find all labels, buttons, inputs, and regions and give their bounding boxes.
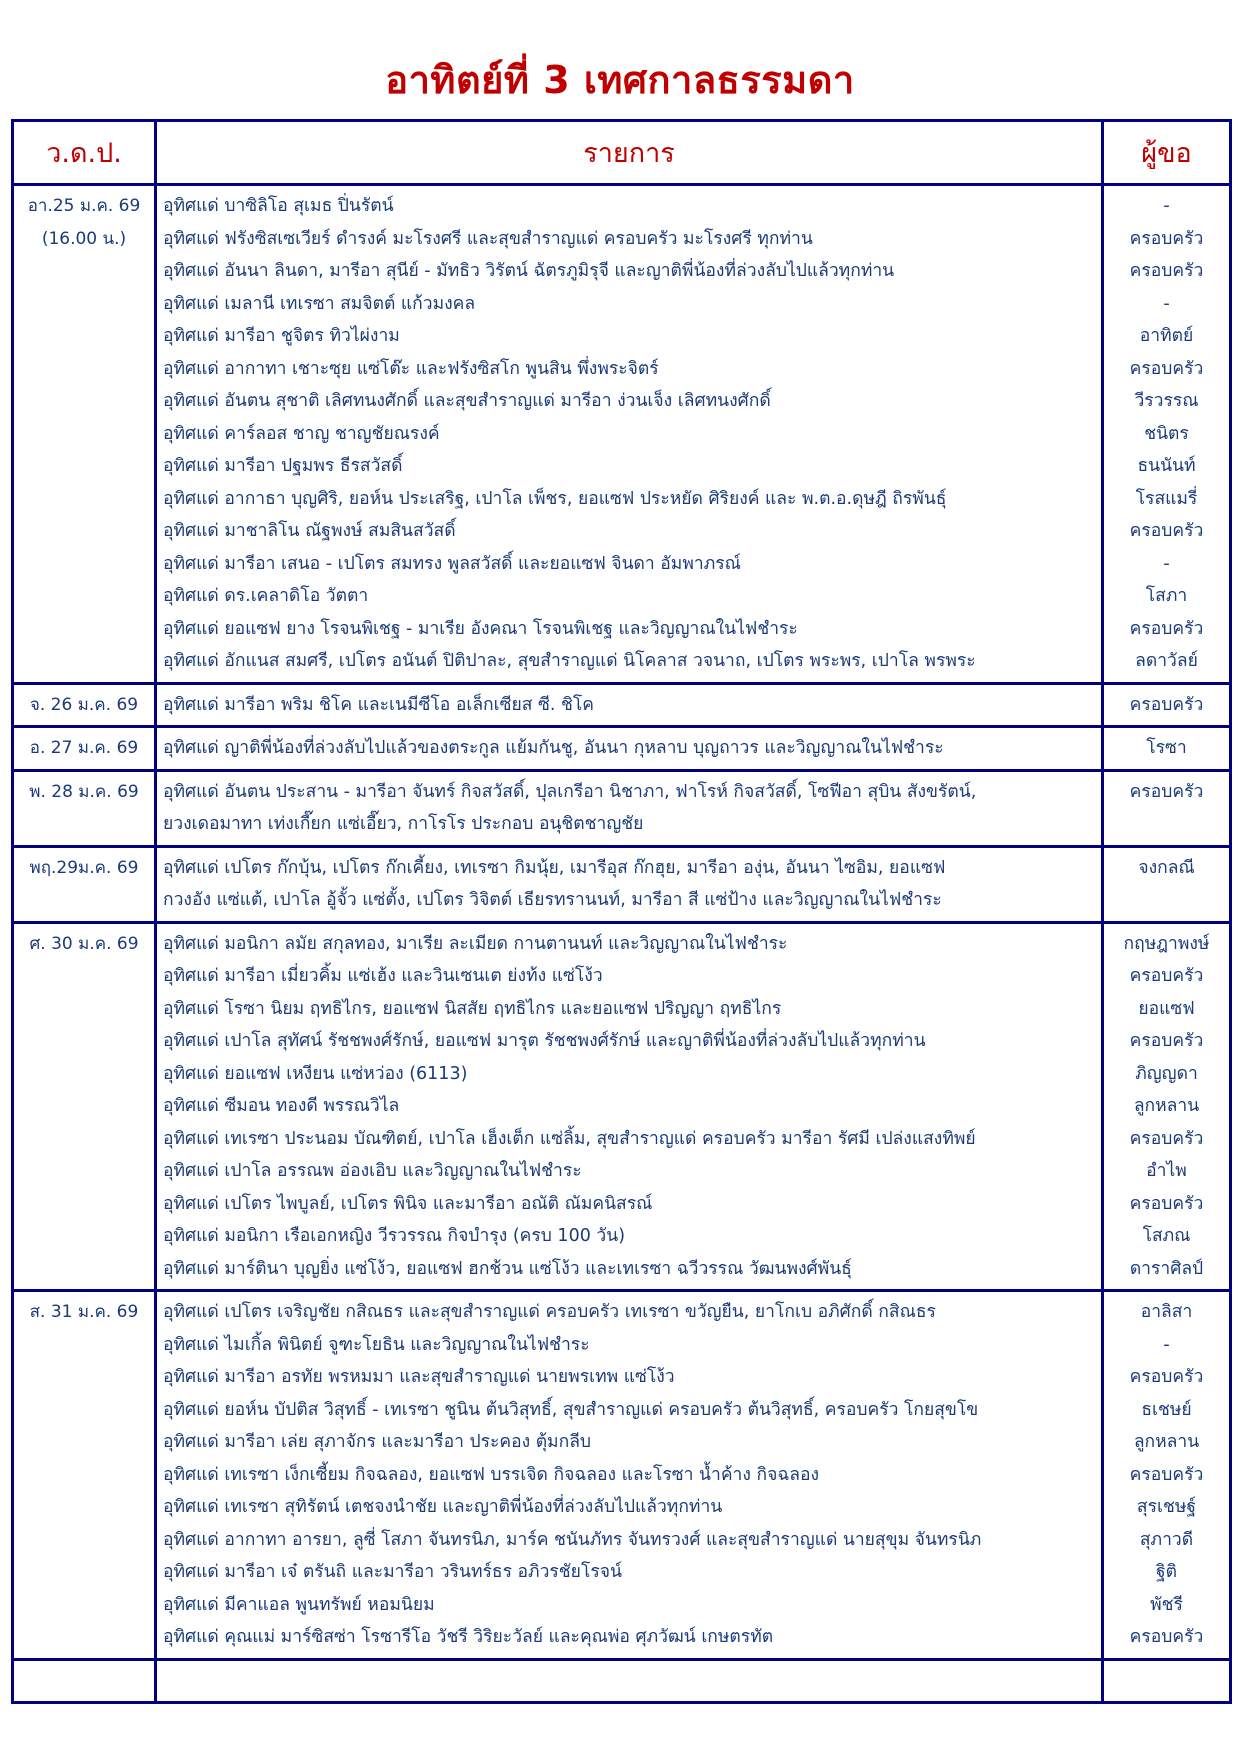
- requester-name: ครอบครัว: [1129, 1193, 1204, 1214]
- intentions-cell: [156, 922, 1103, 1291]
- intention-line: อุทิศแด่ มารีอา เล่ย สุภาจักร และมารีอา ประคอง ตุ้มกลีบ: [163, 1432, 592, 1452]
- requester-name: โรสแมรี่: [1135, 488, 1198, 509]
- table-row: [13, 683, 1231, 727]
- requester-name: ครอบครัว: [1129, 228, 1204, 249]
- intention-line: อุทิศแด่ มารีอา เจ๋ ตรันถิ และมารีอา วรินทร์ธร อภิวรชัยโรจน์: [163, 1562, 622, 1582]
- intentions-cell: [156, 683, 1103, 727]
- intention-line: อุทิศแด่ มอนิกา ลมัย สกุลทอง, มาเรีย ละเมียด กานตานนท์ และวิญญาณในไฟชำระ: [163, 933, 788, 954]
- intention-line: อุทิศแด่ มารีอา พริม ชิโค และเนมีซีโอ อเล็กเซียส ซี. ชิโค: [163, 694, 594, 715]
- intention-line: อุทิศแด่ มีคาแอล พูนทรัพย์ หอมนิยม: [163, 1594, 435, 1615]
- intention-line: อุทิศแด่ มารีอา เสนอ - เปโตร สมทรง พูลสวัสดิ์ และยอแซฟ จินดา อัมพาภรณ์: [163, 553, 741, 574]
- intention-line: อุทิศแด่ บาซิลิโอ สุเมธ ปิ่นรัตน์: [163, 196, 394, 216]
- date-cell: [13, 770, 156, 846]
- intention-line: อุทิศแด่ คาร์ลอส ชาญ ชาญชัยณรงค์: [163, 423, 440, 444]
- intention-line: อุทิศแด่ โรซา นิยม ฤทธิไกร, ยอแซฟ นิสสัย ฤทธิไกร และยอแซฟ ปริญญา ฤทธิไกร: [163, 998, 782, 1019]
- requester-name: ลูกหลาน: [1133, 1096, 1200, 1116]
- table-header-row: [13, 121, 1231, 185]
- intention-line: อุทิศแด่ อันนา ลินดา, มารีอา สุนีย์ - มัทธิว วิรัตน์ ฉัตรภูมิรุจี และญาติพี่น้องที่ล่วงลับไปแล้วทุกท่าน: [163, 261, 895, 281]
- date-text: พฤ.29ม.ค. 69: [29, 857, 139, 878]
- requester-name: ลดาวัลย์: [1135, 651, 1198, 671]
- requester-name: -: [1163, 553, 1170, 574]
- requester-name: ครอบครัว: [1129, 1627, 1204, 1647]
- date-cell: [13, 727, 156, 771]
- intentions-cell: [156, 1291, 1103, 1660]
- intention-line: ยวงเดอมาทา เท่งเกี๊ยก แซ่เอี๊ยว, กาโรโร ประกอบ อนุชิตชาญชัย: [163, 814, 644, 834]
- intention-line: อุทิศแด่ อักแนส สมศรี, เปโตร อนันต์ ปิติปาละ, สุขสำราญแด่ นิโคลาส วจนาถ, เปโตร พระพร, เปาโล พรพระ: [163, 651, 976, 671]
- requester-name: ฐิติ: [1155, 1562, 1178, 1582]
- intention-line: อุทิศแด่ มารีอา เมี่ยวคิ้ม แซ่เฮ้ง และวินเซนเต ย่งท้ง แซ่โง้ว: [163, 966, 603, 986]
- intention-line: อุทิศแด่ เปโตร ก๊กบุ้น, เปโตร ก๊กเคี้ยง, เทเรซา กิมนุ้ย, เมารีอุส ก๊กฮุย, มารีอา องุ่น, อันนา ไซอิม, ยอแซฟ: [163, 857, 946, 878]
- requester-name: ภิญญดา: [1135, 1063, 1198, 1084]
- empty-cell: [1103, 1659, 1231, 1702]
- empty-row: [13, 1659, 1231, 1702]
- requester-cell: [1103, 185, 1231, 684]
- requester-name: อาทิตย์: [1139, 326, 1194, 346]
- table-row: [13, 922, 1231, 1291]
- requester-name: ครอบครัว: [1129, 1367, 1204, 1387]
- time-text: (16.00 น.): [41, 228, 127, 249]
- requester-cell: [1103, 727, 1231, 771]
- requester-cell: [1103, 1291, 1231, 1660]
- requester-name: ดาราศิลป์: [1129, 1258, 1204, 1279]
- intention-line: อุทิศแด่ เปาโล อรรณพ อ่องเอิบ และวิญญาณในไฟชำระ: [163, 1161, 582, 1181]
- intention-line: อุทิศแด่ เทเรซา เง็กเซี้ยม กิจฉลอง, ยอแซฟ บรรเจิด กิจฉลอง และโรซา น้ำค้าง กิจฉลอง: [163, 1464, 820, 1485]
- intentions-cell: [156, 727, 1103, 771]
- date-text: ส. 31 ม.ค. 69: [29, 1302, 139, 1322]
- intention-line: อุทิศแด่ ไมเกิ้ล พินิตย์ จูฑะโยธิน และวิญญาณในไฟชำระ: [163, 1334, 590, 1355]
- intention-line: อุทิศแด่ มาร์ตินา บุญยิ่ง แซ่โง้ว, ยอแซฟ ฮกช้วน แซ่โง้ว และเทเรซา ฉวีวรรณ วัฒนพงศ์พันธุ์: [163, 1258, 852, 1279]
- intention-line: อุทิศแด่ เปโตร ไพบูลย์, เปโตร พินิจ และมารีอา อณัติ ณัมคนิสรณ์: [163, 1193, 653, 1214]
- intention-line: อุทิศแด่ มาชาลิโน ณัฐพงษ์ สมสินสวัสดิ์: [163, 521, 456, 541]
- table-row: [13, 770, 1231, 846]
- date-text: อา.25 ม.ค. 69: [27, 196, 141, 216]
- intentions-cell: [156, 770, 1103, 846]
- intention-line: อุทิศแด่ ฟรังซิสเซเวียร์ ดำรงค์ มะโรงศรี และสุขสำราญแด่ ครอบครัว มะโรงศรี ทุกท่าน: [163, 228, 813, 249]
- header-items: รายการ: [156, 121, 1103, 185]
- requester-name: ครอบครัว: [1129, 694, 1204, 715]
- requester-name: ครอบครัว: [1129, 261, 1204, 281]
- requester-cell: [1103, 922, 1231, 1291]
- requester-name: ลูกหลาน: [1133, 1432, 1200, 1452]
- requester-name: โสภา: [1145, 586, 1188, 606]
- intention-line: อุทิศแด่ มารีอา ปฐมพร ธีรสวัสดิ์: [163, 456, 403, 476]
- date-cell: [13, 846, 156, 922]
- date-cell: [13, 185, 156, 684]
- requester-name: ธนนันท์: [1137, 456, 1196, 476]
- requester-cell: [1103, 846, 1231, 922]
- intentions-cell: [156, 185, 1103, 684]
- date-text: อ. 27 ม.ค. 69: [29, 738, 139, 758]
- requester-name: วีรวรรณ: [1134, 391, 1199, 411]
- date-text: พ. 28 ม.ค. 69: [29, 781, 139, 802]
- requester-cell: [1103, 770, 1231, 846]
- header-requester: ผู้ขอ: [1103, 121, 1231, 185]
- intention-line: อุทิศแด่ ยอห์น บัปติส วิสุทธิ์ - เทเรซา ชูนิน ต้นวิสุทธิ์, สุขสำราญแด่ ครอบครัว ต้นวิสุทธิ์, ครอบครัว โกยสุขโข: [163, 1399, 979, 1420]
- requester-name: ยอแซฟ: [1138, 998, 1195, 1019]
- requester-name: -: [1163, 1334, 1170, 1355]
- intention-line: อุทิศแด่ เปโตร เจริญชัย กสิณธร และสุขสำราญแด่ ครอบครัว เทเรซา ขวัญยืน, ยาโกเบ อภิศักดิ์ กสิณธร: [163, 1302, 936, 1322]
- intention-line: อุทิศแด่ ดร.เคลาดิโอ วัตตา: [163, 586, 369, 606]
- header-date: ว.ด.ป.: [13, 121, 156, 185]
- intention-line: อุทิศแด่ เทเรซา ประนอม บัณฑิตย์, เปาโล เฮ็งเต็ก แซ่ลิ้ม, สุขสำราญแด่ ครอบครัว มารีอา รัศมี เปล่งแสงทิพย์: [163, 1128, 976, 1149]
- requester-name: ครอบครัว: [1129, 521, 1204, 541]
- intention-line: อุทิศแด่ ญาติพี่น้องที่ล่วงลับไปแล้วของตระกูล แย้มกันชู, อันนา กุหลาบ บุญถาวร และวิญญาณในไฟชำระ: [163, 738, 944, 758]
- intention-line: อุทิศแด่ คุณแม่ มาร์ซิสซ่า โรซารีโอ วัชรี วิริยะวัลย์ และคุณพ่อ ศุภวัฒน์ เกษตรทัต: [163, 1627, 774, 1647]
- intention-line: อุทิศแด่ ยอแซฟ ยาง โรจนพิเชฐ - มาเรีย อังคณา โรจนพิเชฐ และวิญญาณในไฟชำระ: [163, 618, 798, 639]
- intention-line: อุทิศแด่ ยอแซฟ เหงียน แซ่หว่อง (6113): [163, 1063, 468, 1084]
- requester-name: จงกลณี: [1138, 857, 1195, 878]
- intention-line: อุทิศแด่ มอนิกา เรือเอกหญิง วีรวรรณ กิจบำรุง (ครบ 100 วัน): [163, 1226, 626, 1246]
- table-row: [13, 185, 1231, 684]
- requester-name: พัชรี: [1150, 1594, 1183, 1615]
- intention-line: อุทิศแด่ เมลานี เทเรซา สมจิตต์ แก้วมงคล: [163, 293, 476, 314]
- date-text: จ. 26 ม.ค. 69: [29, 694, 139, 715]
- requester-name: กฤษฎาพงษ์: [1123, 933, 1210, 954]
- intention-line: อุทิศแด่ ซีมอน ทองดี พรรณวิไล: [163, 1096, 400, 1116]
- intention-line: อุทิศแด่ เทเรซา สุทิรัตน์ เตชจงนำชัย และญาติพี่น้องที่ล่วงลับไปแล้วทุกท่าน: [163, 1497, 723, 1517]
- table-row: [13, 1291, 1231, 1660]
- intention-line: อุทิศแด่ อากาทา อารยา, ลูซี่ โสภา จันทรนิภ, มาร์ค ชนันภัทร จันทรวงศ์ และสุขสำราญแด่ นายสุขุม จันทรนิภ: [163, 1529, 982, 1550]
- intention-line: อุทิศแด่ อากาธา บุญศิริ, ยอห์น ประเสริฐ, เปาโล เพ็ชร, ยอแซฟ ประหยัด ศิริยงค์ และ พ.ต.อ.ดุษฎี ถิรพันธุ์: [163, 488, 947, 509]
- requester-name: อำไพ: [1146, 1161, 1187, 1181]
- intention-line: อุทิศแด่ อากาทา เชาะซุย แซ่โต๊ะ และฟรังซิสโก พูนสิน พึ่งพระจิตร์: [163, 358, 659, 379]
- date-cell: [13, 1291, 156, 1660]
- intention-line: อุทิศแด่ มารีอา ชูจิตร ทิวไผ่งาม: [163, 326, 400, 346]
- table-row: [13, 846, 1231, 922]
- requester-name: ครอบครัว: [1129, 966, 1204, 986]
- intention-line: กวงอัง แซ่แต้, เปาโล อู้จั้ว แซ่ตั้ง, เปโตร วิจิตต์ เธียรทรานนท์, มารีอา สี แซ่ป้าง และวิญญาณในไฟชำระ: [163, 890, 942, 910]
- requester-name: โรซา: [1146, 738, 1187, 758]
- requester-name: ครอบครัว: [1129, 781, 1204, 802]
- date-text: ศ. 30 ม.ค. 69: [29, 933, 139, 954]
- requester-name: โสภณ: [1142, 1226, 1191, 1246]
- requester-name: อาลิสา: [1140, 1302, 1193, 1322]
- requester-name: -: [1163, 196, 1170, 216]
- requester-name: ชนิตร: [1144, 423, 1189, 444]
- requester-name: ครอบครัว: [1129, 1031, 1204, 1051]
- date-cell: [13, 683, 156, 727]
- intention-line: อุทิศแด่ เปาโล สุทัศน์ รัชชพงศ์รักษ์, ยอแซฟ มารุต รัชชพงศ์รักษ์ และญาติพี่น้องที่ล่วงลับไปแล้วทุกท่าน: [163, 1031, 926, 1051]
- requester-name: ครอบครัว: [1129, 1128, 1204, 1149]
- intention-line: อุทิศแด่ อันตน สุชาติ เลิศทนงศักดิ์ และสุขสำราญแด่ มารีอา ง่วนเจ็ง เลิศทนงศักดิ์: [163, 391, 771, 411]
- requester-cell: [1103, 683, 1231, 727]
- requester-name: ครอบครัว: [1129, 358, 1204, 379]
- requester-name: ครอบครัว: [1129, 1464, 1204, 1485]
- intention-line: อุทิศแด่ อันตน ประสาน - มารีอา จันทร์ กิจสวัสดิ์, ปุลเกรีอา นิชาภา, ฟาโรห์ กิจสวัสดิ์, โซฟีอา สุบิน สังขรัตน์,: [163, 781, 977, 802]
- requester-name: ครอบครัว: [1129, 618, 1204, 639]
- intentions-cell: [156, 846, 1103, 922]
- requester-name: สุรเชษฐ์: [1136, 1497, 1197, 1517]
- table-row: [13, 727, 1231, 771]
- empty-cell: [13, 1659, 156, 1702]
- requester-name: สุภาวดี: [1139, 1529, 1194, 1550]
- date-cell: [13, 922, 156, 1291]
- page-title: อาทิตย์ที่ 3 เทศกาลธรรมดา: [385, 58, 855, 102]
- requester-name: -: [1163, 293, 1170, 314]
- intention-line: อุทิศแด่ มารีอา อรทัย พรหมมา และสุขสำราญแด่ นายพรเทพ แซ่โง้ว: [163, 1367, 675, 1387]
- requester-name: ธเชษย์: [1141, 1399, 1192, 1420]
- empty-cell: [156, 1659, 1103, 1702]
- mass-intentions-table: [11, 119, 1232, 1704]
